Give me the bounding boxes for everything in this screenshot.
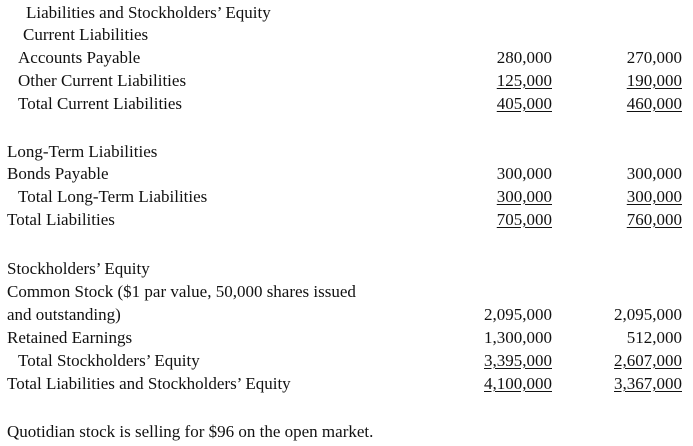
common-stock-label-line2: and outstanding) [7, 305, 121, 324]
accounts-payable-value-1: 280,000 [496, 48, 552, 67]
total-current-liabilities-label: Total Current Liabilities [18, 94, 183, 113]
common-stock-value-2: 2,095,000 [614, 305, 682, 324]
total-stockholders-equity-label: Total Stockholders’ Equity [18, 351, 200, 370]
bonds-payable-label: Bonds Payable [7, 164, 109, 183]
retained-earnings-value-2: 512,000 [626, 328, 682, 347]
market-price-note: Quotidian stock is selling for $96 on the open market. [7, 422, 374, 441]
other-current-liabilities-label: Other Current Liabilities [18, 71, 187, 90]
total-liabilities-value-2: 760,000 [626, 210, 682, 229]
accounts-payable-label: Accounts Payable [18, 48, 141, 67]
long-term-liabilities-heading: Long-Term Liabilities [7, 142, 158, 161]
total-long-term-liabilities-value-1: 300,000 [496, 187, 552, 206]
total-liabilities-and-equity-label: Total Liabilities and Stockholders’ Equity [7, 374, 291, 393]
bonds-payable-value-2: 300,000 [626, 164, 682, 183]
retained-earnings-value-1: 1,300,000 [484, 328, 552, 347]
other-current-liabilities-value-1: 125,000 [496, 71, 552, 90]
total-stockholders-equity-value-2: 2,607,000 [614, 351, 682, 370]
common-stock-label-line1: Common Stock ($1 par value, 50,000 shares issued [7, 282, 356, 301]
common-stock-value-1: 2,095,000 [484, 305, 552, 324]
total-current-liabilities-value-1: 405,000 [496, 94, 552, 113]
bonds-payable-value-1: 300,000 [496, 164, 552, 183]
total-long-term-liabilities-label: Total Long-Term Liabilities [18, 187, 208, 206]
total-liabilities-label: Total Liabilities [7, 210, 115, 229]
total-stockholders-equity-value-1: 3,395,000 [484, 351, 552, 370]
current-liabilities-heading: Current Liabilities [23, 25, 149, 44]
total-liabilities-and-equity-value-2: 3,367,000 [614, 374, 682, 393]
total-long-term-liabilities-value-2: 300,000 [626, 187, 682, 206]
stockholders-equity-heading: Stockholders’ Equity [7, 259, 150, 278]
liabilities-header: Liabilities and Stockholders’ Equity [26, 3, 271, 22]
total-current-liabilities-value-2: 460,000 [626, 94, 682, 113]
other-current-liabilities-value-2: 190,000 [626, 71, 682, 90]
accounts-payable-value-2: 270,000 [626, 48, 682, 67]
total-liabilities-and-equity-value-1: 4,100,000 [484, 374, 552, 393]
retained-earnings-label: Retained Earnings [7, 328, 133, 347]
total-liabilities-value-1: 705,000 [496, 210, 552, 229]
